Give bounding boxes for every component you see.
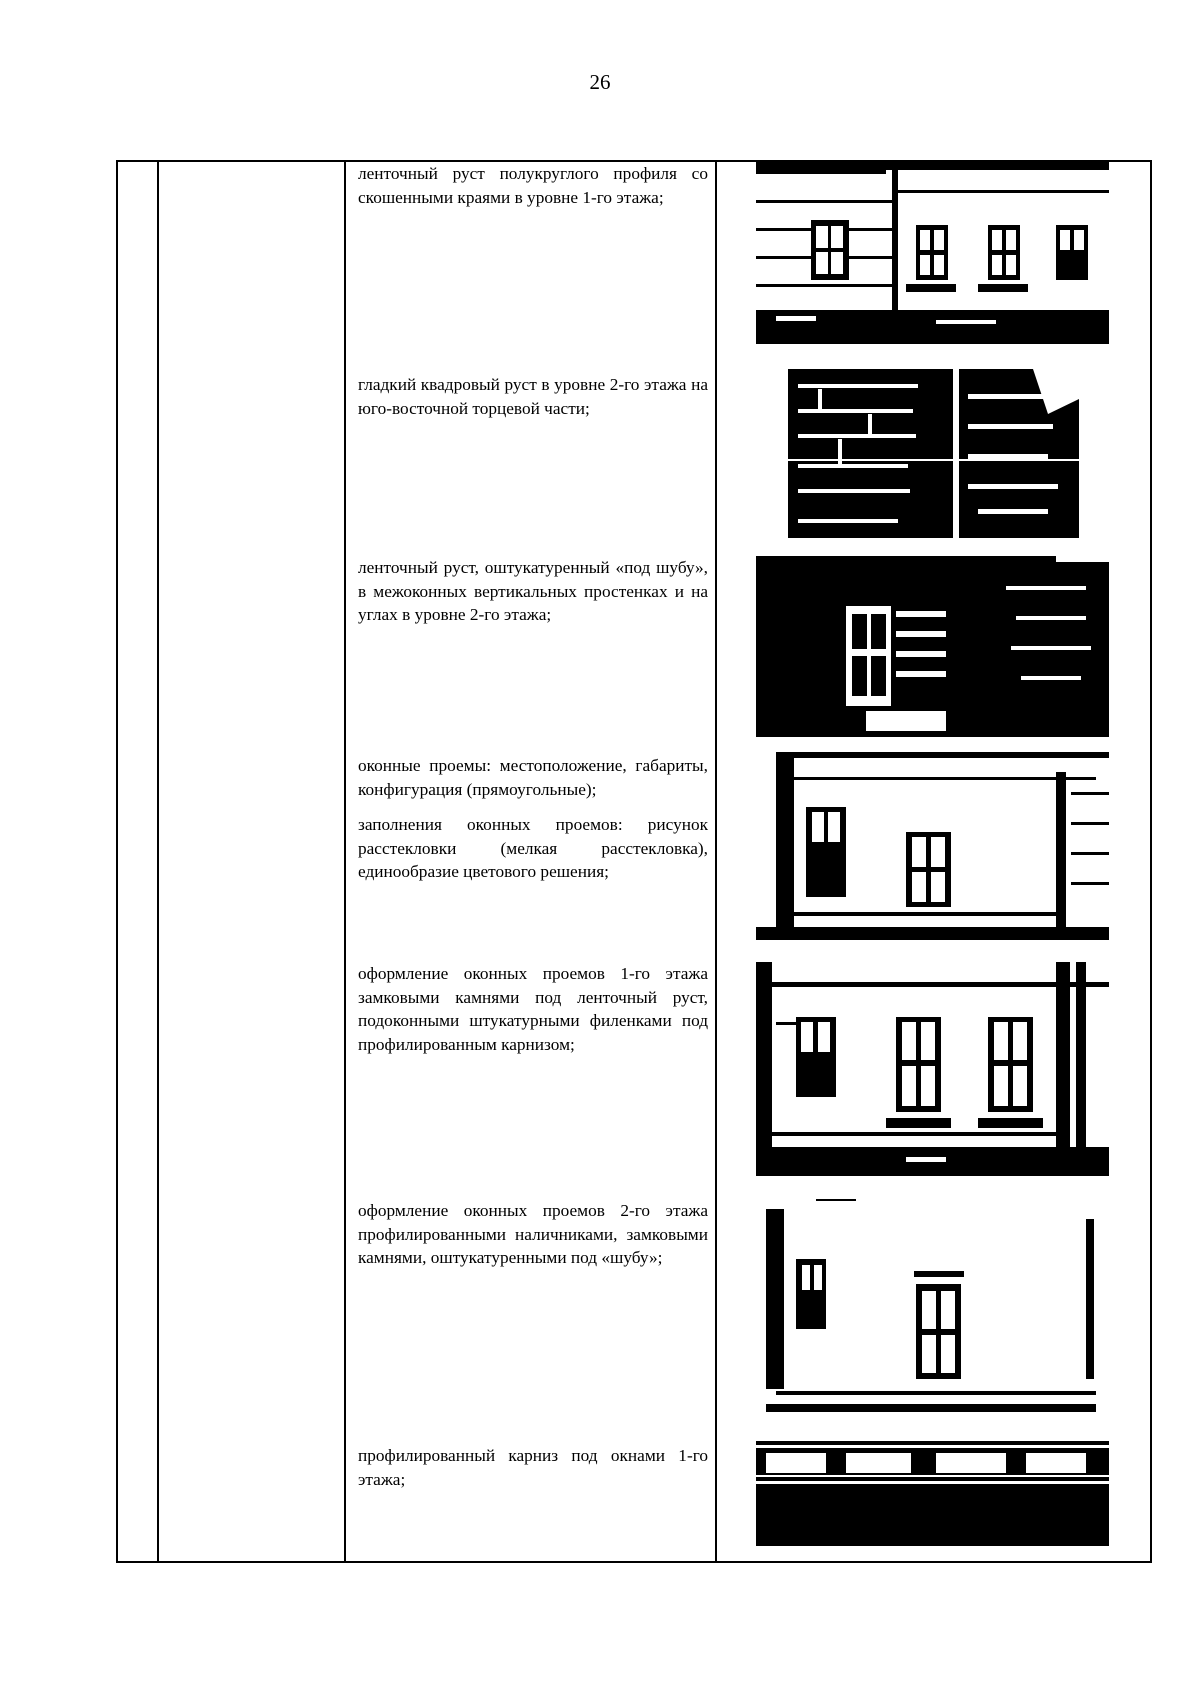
facade-photo-4 [756,752,1109,940]
element-description-2 [358,373,708,420]
facade-photo-2 [778,369,1079,538]
facade-photo-7 [756,1441,1109,1546]
table-bottom-border [116,1561,1152,1563]
table-border-right [1150,160,1152,1562]
element-description-4 [358,754,708,884]
facade-photo-5 [756,962,1109,1176]
description-text: оформление оконных проемов 1-го этажа замковыми камнями под ленточный руст, подоконными штукатурными филенками под профилированным карнизом; [358,964,708,1054]
description-text: ленточный руст полукруглого профиля со скошенными краями в уровне 1-го этажа; [358,164,708,207]
table-column-divider-2 [344,160,346,1562]
description-text: заполнения оконных проемов: рисунок расстекловки (мелкая расстекловка), единообразие цветового решения; [358,815,708,881]
facade-photo-3 [756,556,1109,737]
description-text: гладкий квадровый руст в уровне 2-го этажа на юго-восточной торцевой части; [358,375,708,418]
facade-photo-1 [756,160,1109,344]
description-text: ленточный руст, оштукатуренный «под шубу», в межоконных вертикальных простенках и на углах в уровне 2-го этажа; [358,558,708,624]
element-description-5 [358,962,708,1056]
facade-photo-6 [756,1199,1109,1417]
element-description-6 [358,1199,708,1270]
table-border-left [116,160,118,1562]
element-description-7 [358,1444,708,1491]
description-text: профилированный карниз под окнами 1-го этажа; [358,1446,708,1489]
description-text: оформление оконных проемов 2-го этажа профилированными наличниками, замковыми камнями, оштукатуренными под «шубу»; [358,1201,708,1267]
element-description-3 [358,556,708,627]
table-column-divider-1 [157,160,159,1562]
description-text: оконные проемы: местоположение, габариты, конфигурация (прямоугольные); [358,756,708,799]
page-number: 26 [589,70,611,94]
element-description-1 [358,162,708,209]
table-column-divider-3 [715,160,717,1562]
